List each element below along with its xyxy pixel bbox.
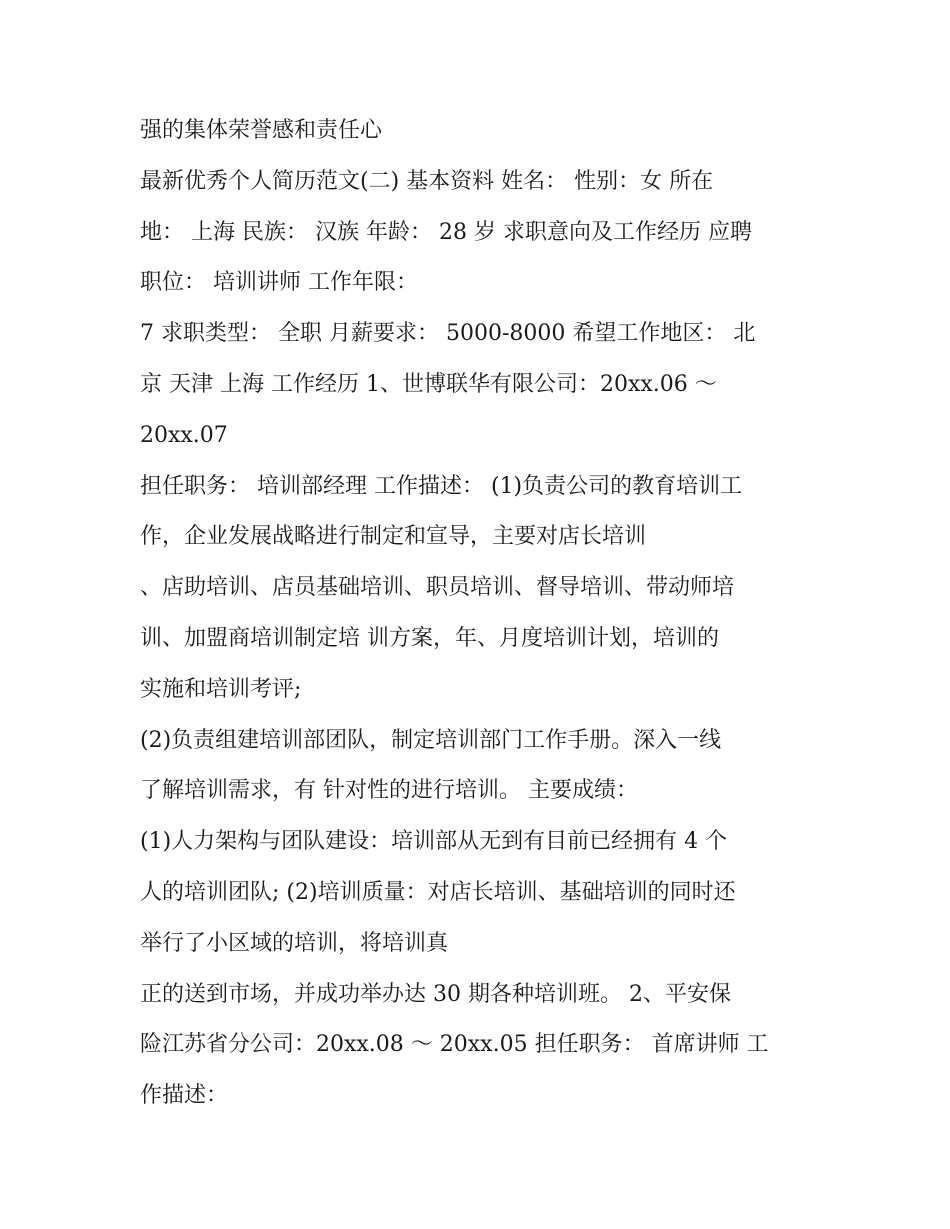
- text-line: 地： 上海 民族： 汉族 年龄： 28 岁 求职意向及工作经历 应聘: [140, 219, 752, 245]
- text-line: 7 求职类型： 全职 月薪要求： 5000-8000 希望工作地区： 北: [140, 321, 756, 347]
- document-body: [140, 106, 820, 1122]
- text-line: 、店助培训、店员基础培训、职员培训、督导培训、带动师培: [140, 575, 735, 601]
- text-line: (2)负责组建培训部团队，制定培训部门工作手册。深入一线: [140, 727, 722, 753]
- text-line: 职位： 培训讲师 工作年限：: [140, 270, 418, 296]
- text-line: 训、加盟商培训制定培 训方案，年、月度培训计划，培训的: [140, 625, 719, 651]
- text-line: 实施和培训考评;: [140, 676, 302, 702]
- text-line: 人的培训团队; (2)培训质量：对店长培训、基础培训的同时还: [140, 879, 736, 905]
- text-line: 担任职务： 培训部经理 工作描述： (1)负责公司的教育培训工: [140, 473, 743, 499]
- text-line: 20xx.07: [140, 422, 228, 448]
- text-line: 了解培训需求，有 针对性的进行培训。 主要成绩：: [140, 778, 638, 804]
- text-line: 作，企业发展战略进行制定和宣导，主要对店长培训: [140, 524, 647, 550]
- text-line: 京 天津 上海 工作经历 1、世博联华有限公司：20xx.06 ～: [140, 371, 717, 397]
- text-line: 正的送到市场，并成功举办达 30 期各种培训班。 2、平安保: [140, 981, 731, 1007]
- text-line: (1)人力架构与团队建设：培训部从无到有目前已经拥有 4 个: [140, 829, 728, 855]
- text-line: 举行了小区域的培训，将培训真: [140, 930, 449, 956]
- text-line: 强的集体荣誉感和责任心: [140, 118, 383, 143]
- text-line: 作描述：: [140, 1083, 229, 1109]
- text-line: 最新优秀个人简历范文(二) 基本资料 姓名： 性别：女 所在: [140, 168, 714, 194]
- text-line: 险江苏省分公司：20xx.08 ～ 20xx.05 担任职务： 首席讲师 工: [140, 1032, 769, 1058]
